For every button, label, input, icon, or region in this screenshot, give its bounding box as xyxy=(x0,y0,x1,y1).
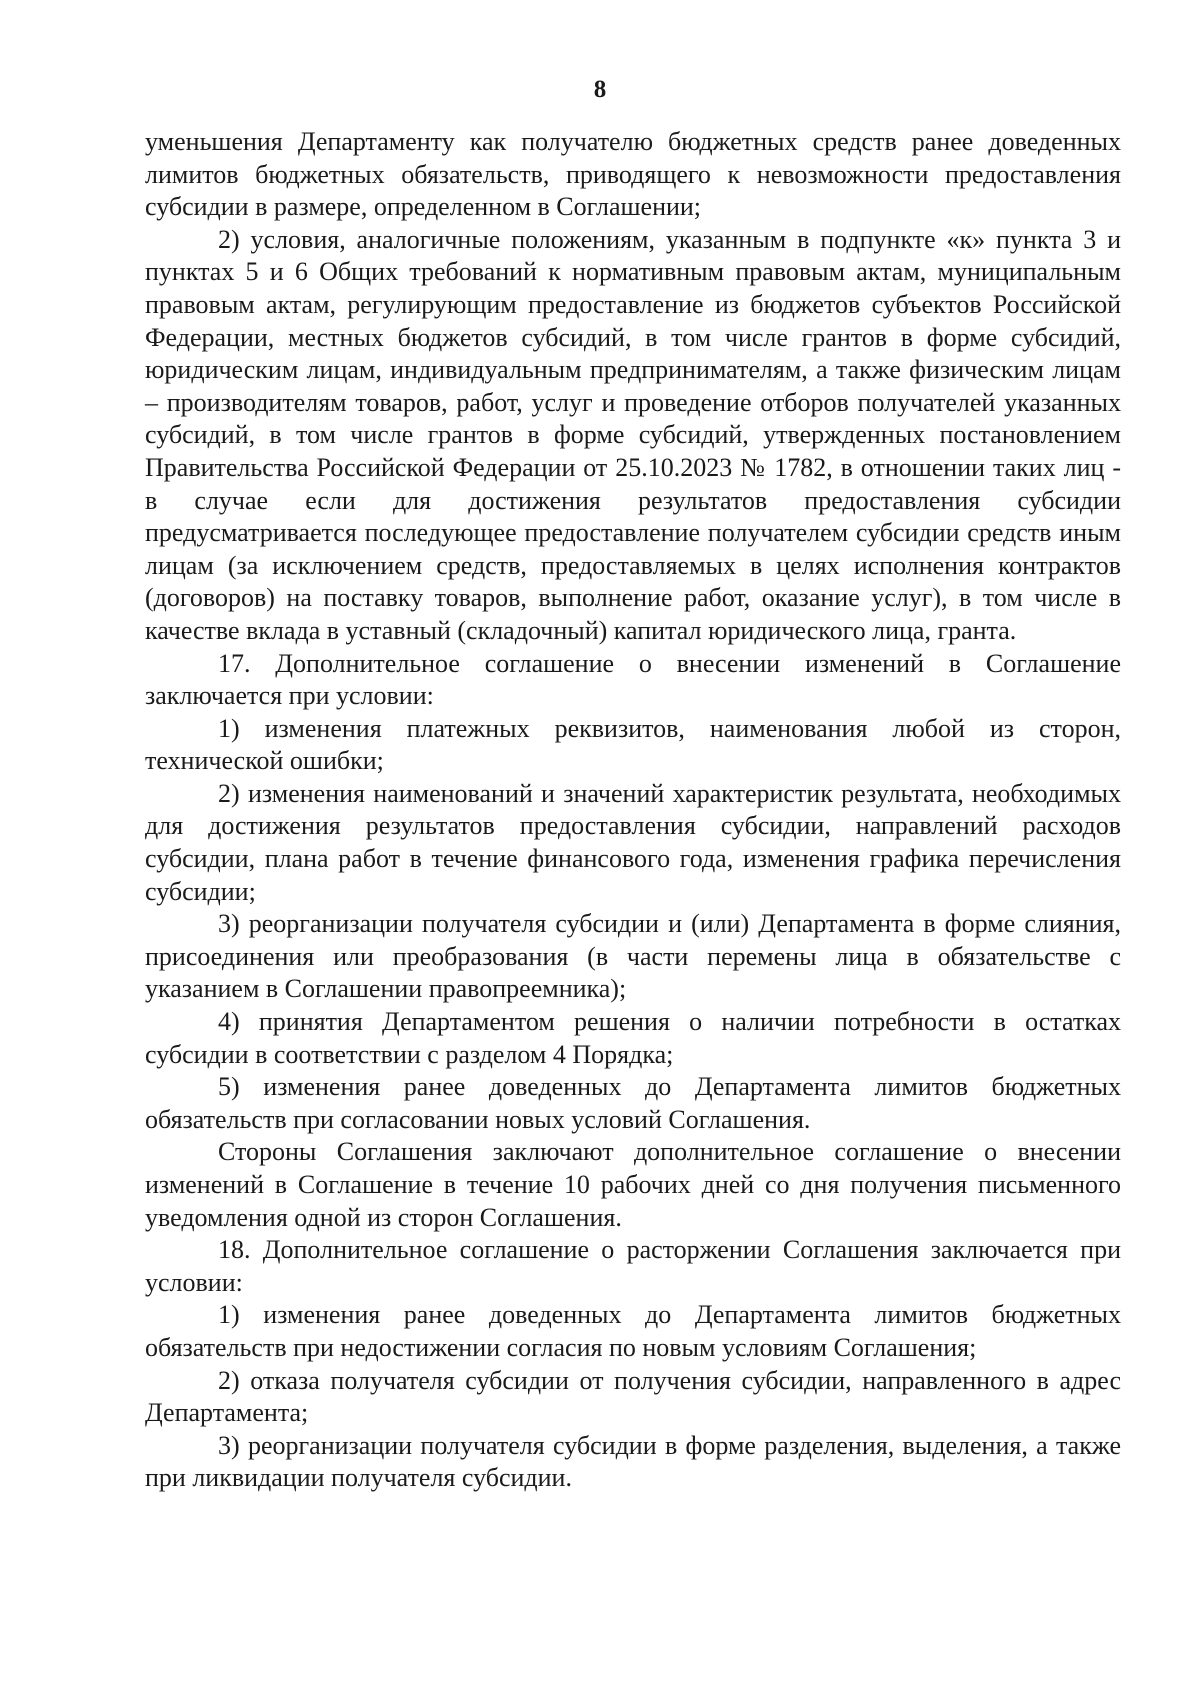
paragraph-clause-17-deadline: Стороны Соглашения заключают дополнительное соглашение о внесении изменений в Соглашение в течение 10 рабочих дней со дня получения письменного уведомления одной из сторон Соглашения. xyxy=(145,1137,1121,1232)
paragraph-clause-17-item-2: 2) изменения наименований и значений характеристик результата, необходимых для достижения результатов предоставления субсидии, направлений расходов субсидии, плана работ в течение финансового года, изменения графика перечисления субсидии; xyxy=(145,778,1121,906)
document-body xyxy=(145,126,1121,1495)
paragraph-clause-18: 18. Дополнительное соглашение о расторжении Соглашения заключается при условии: xyxy=(145,1235,1121,1297)
page-number: 8 xyxy=(593,76,607,103)
paragraph-clause-17: 17. Дополнительное соглашение о внесении изменений в Соглашение заключается при условии: xyxy=(145,648,1121,711)
paragraph-clause-18-item-1: 1) изменения ранее доведенных до Департамента лимитов бюджетных обязательств при недостижении согласия по новым условиям Соглашения; xyxy=(145,1300,1121,1362)
paragraph-clause-17-item-4: 4) принятия Департаментом решения о наличии потребности в остатках субсидии в соответствии с разделом 4 Порядка; xyxy=(145,1007,1121,1069)
paragraph-clause-18-item-3: 3) реорганизации получателя субсидии в форме разделения, выделения, а также при ликвидации получателя субсидии. xyxy=(145,1430,1121,1493)
paragraph-continuation: уменьшения Департаменту как получателю бюджетных средств ранее доведенных лимитов бюджетных обязательств, приводящего к невозможности предоставления субсидии в размере, определенном в Соглашении; xyxy=(145,127,1121,222)
paragraph-clause-17-item-3: 3) реорганизации получателя субсидии и (или) Департамента в форме слияния, присоединения или преобразования (в части перемены лица в обязательстве с указанием в Соглашении правопреемника); xyxy=(145,909,1121,1004)
paragraph-clause-17-item-5: 5) изменения ранее доведенных до Департамента лимитов бюджетных обязательств при согласовании новых условий Соглашения. xyxy=(145,1072,1121,1134)
paragraph-subitem-2-conditions: 2) условия, аналогичные положениям, указанным в подпункте «к» пункта 3 и пунктах 5 и 6 Общих требований к нормативным правовым актам, муниципальным правовым актам, регулирующим предоставление из бюджетов субъектов Российской Федерации, местных бюджетов субсидий, в том числе грантов в форме субсидий, юридическим лицам, индивидуальным предпринимателям, а также физическим лицам – производителям товаров, работ, услуг и проведение отборов получателей указанных субсидий, в том числе грантов в форме субсидий, утвержденных постановлением Правительства Российской Федерации от 25.10.2023 № 1782, в отношении таких лиц - в случае если для достижения результатов предоставления субсидии предусматривается последующее предоставление получателем субсидии средств иным лицам (за исключением средств, предоставляемых в целях исполнения контрактов (договоров) на поставку товаров, выполнение работ, оказание услуг), в том числе в качестве вклада в уставный (складочный) капитал юридического лица, гранта. xyxy=(145,224,1121,645)
paragraph-clause-17-item-1: 1) изменения платежных реквизитов, наименования любой из сторон, технической ошибки; xyxy=(145,713,1121,776)
paragraph-clause-18-item-2: 2) отказа получателя субсидии от получения субсидии, направленного в адрес Департамента; xyxy=(145,1365,1121,1428)
